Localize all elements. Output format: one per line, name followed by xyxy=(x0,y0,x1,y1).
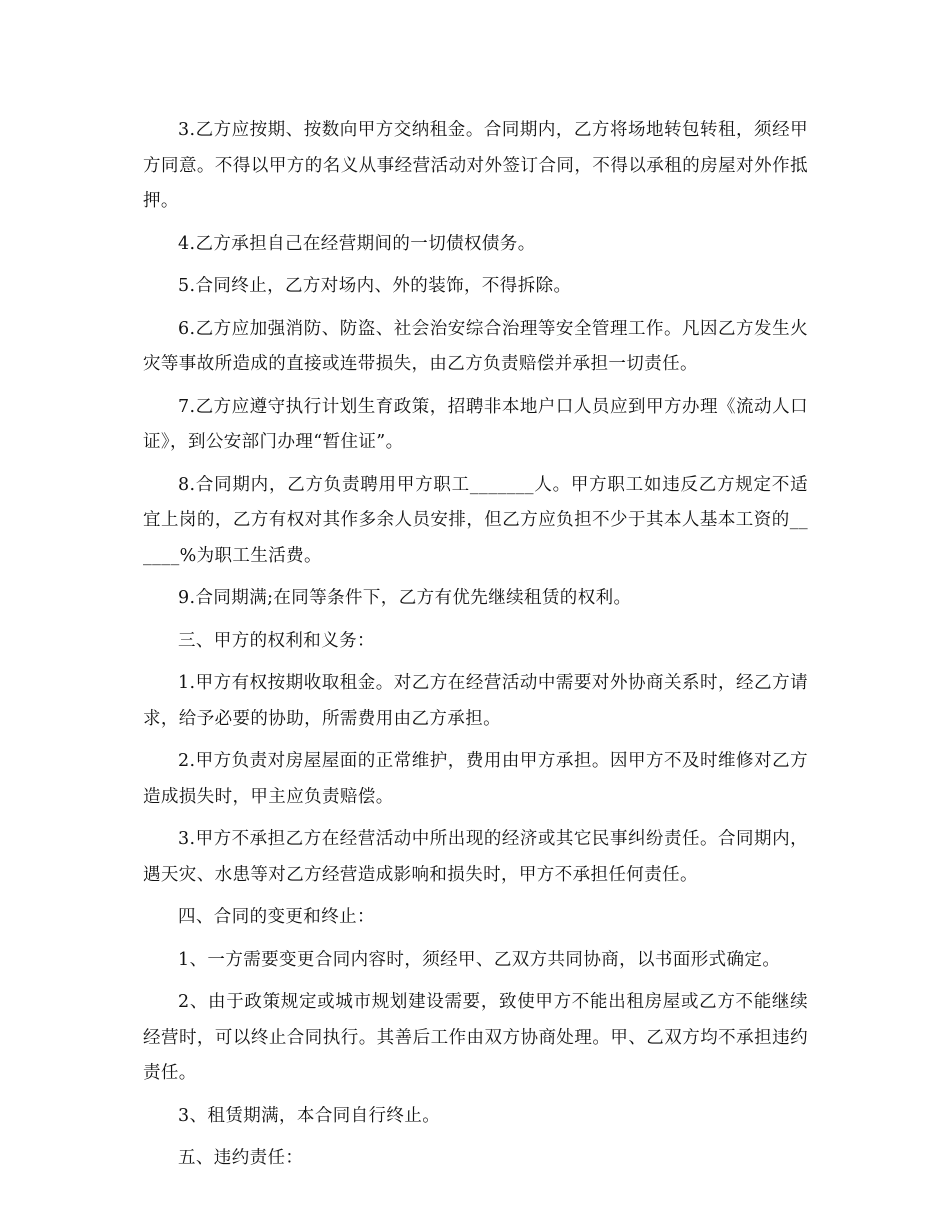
clause-paragraph: 3.乙方应按期、按数向甲方交纳租金。合同期内，乙方将场地转包转租，须经甲方同意。不得以甲方的名义从事经营活动对外签订合同，不得以承租的房屋对外作抵押。 xyxy=(143,120,808,211)
clause-paragraph: 3、租赁期满，本合同自行终止。 xyxy=(178,1105,441,1126)
clause-paragraph: 2、由于政策规定或城市规划建设需要，致使甲方不能出租房屋或乙方不能继续经营时，可以终止合同执行。其善后工作由双方协商处理。甲、乙双方均不承担违约责任。 xyxy=(143,992,808,1083)
clause-paragraph: 2.甲方负责对房屋屋面的正常维护，费用由甲方承担。因甲方不及时维修对乙方造成损失时，甲主应负责赔偿。 xyxy=(143,751,808,807)
section-heading: 五、违约责任： xyxy=(178,1148,304,1168)
clause-paragraph: 6.乙方应加强消防、防盗、社会治安综合治理等安全管理工作。凡因乙方发生火灾等事故所造成的直接或连带损失，由乙方负责赔偿并承担一切责任。 xyxy=(143,318,808,374)
clause-paragraph: 1.甲方有权按期收取租金。对乙方在经营活动中需要对外协商关系时，经乙方请求，给予必要的协助，所需费用由乙方承担。 xyxy=(143,673,808,729)
clause-paragraph: 3.甲方不承担乙方在经营活动中所出现的经济或其它民事纠纷责任。合同期内，遇天灾、水患等对乙方经营造成影响和损失时，甲方不承担任何责任。 xyxy=(143,829,808,885)
clause-paragraph: 1、一方需要变更合同内容时，须经甲、乙双方共同协商，以书面形式确定。 xyxy=(178,949,781,970)
clause-paragraph: 8.合同期内，乙方负责聘用甲方职工_______人。甲方职工如违反乙方规定不适宜上岗的，乙方有权对其作多余人员安排，但乙方应负担不少于其本人基本工资的______%为职工生活费。 xyxy=(143,474,808,566)
clause-paragraph: 5.合同终止，乙方对场内、外的装饰，不得拆除。 xyxy=(178,276,572,296)
clause-paragraph: 7.乙方应遵守执行计划生育政策，招聘非本地户口人员应到甲方办理《流动人口证》，到公安部门办理“暂住证”。 xyxy=(143,396,808,452)
document-body xyxy=(143,113,808,1184)
clause-paragraph: 9.合同期满;在同等条件下，乙方有优先继续租赁的权利。 xyxy=(178,588,632,608)
clause-paragraph: 4.乙方承担自己在经营期间的一切债权债务。 xyxy=(178,233,536,254)
section-heading: 三、甲方的权利和义务： xyxy=(178,630,375,651)
section-heading: 四、合同的变更和终止： xyxy=(178,907,375,927)
